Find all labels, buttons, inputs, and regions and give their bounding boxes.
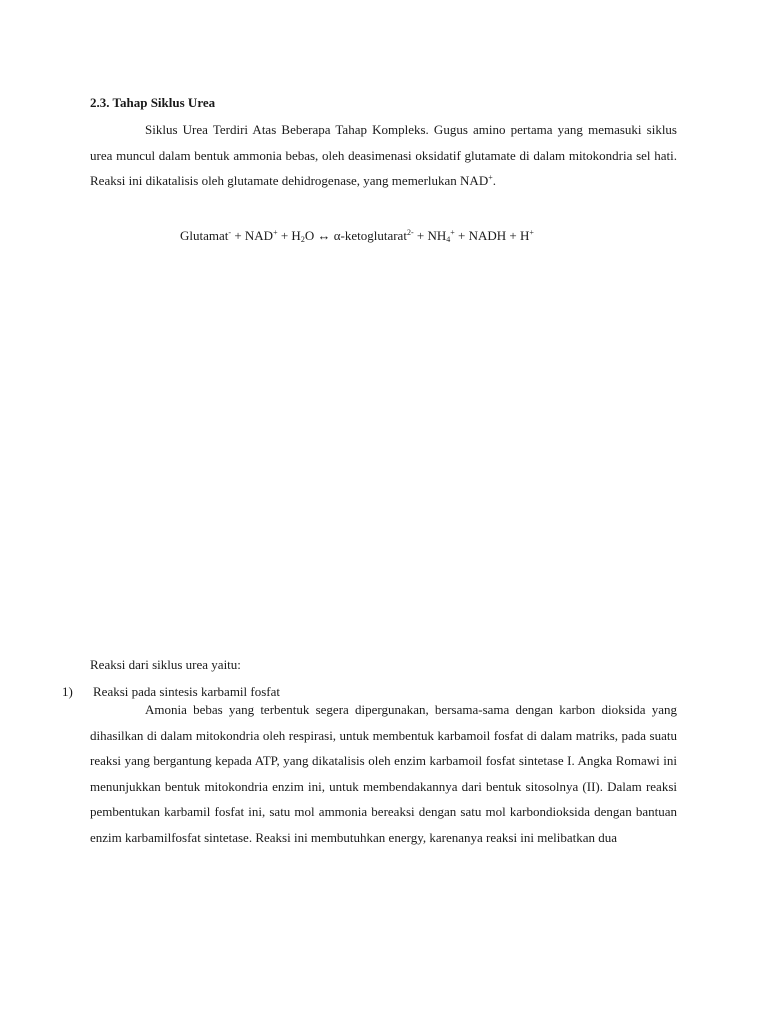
list-item-title: Reaksi pada sintesis karbamil fosfat	[93, 684, 281, 699]
eq-ketoglutarat-charge: 2-	[406, 228, 414, 237]
eq-water-subscript: 2	[300, 235, 305, 244]
eq-water-h: + H	[277, 228, 301, 243]
eq-glutamat-charge: -	[228, 228, 232, 237]
reaction-paragraph: Amonia bebas yang terbentuk segera dipergunakan, bersama-sama dengan karbon dioksida yang dihasilkan di dalam mitokondria oleh respirasi, untuk membentuk karbamoil fosfat di dalam matriks, pada suatu reaksi yang bergantung kepada ATP, yang dikatalisis oleh enzim karbamoil fosfat sintetase I. Angka Romawi ini menunjukkan bentuk mitokondria enzim ini, untuk membendakannya dari bentuk sitosolnya (II). Dalam reaksi pembentukan karbamil fosfat ini, satu mol ammonia bereaksi dengan satu mol karbondioksida dengan bantuan enzim karbamilfosfat sintetase. Reaksi ini membutuhkan energy, karenanya reaksi ini melibatkan dua	[90, 702, 677, 845]
eq-ammonium: + NH	[413, 228, 447, 243]
intro-paragraph-text: Siklus Urea Terdiri Atas Beberapa Tahap Kompleks. Gugus amino pertama yang memasuki siklus urea muncul dalam bentuk ammonia bebas, oleh deasimenasi oksidatif glutamate di dalam mitokondria sel hati. Reaksi ini dikatalisis oleh glutamate dehidrogenase, yang memerlukan NAD	[90, 122, 677, 188]
nad-charge: +	[488, 173, 493, 182]
section-heading: 2.3. Tahap Siklus Urea	[90, 95, 216, 110]
intro-paragraph	[90, 117, 677, 194]
glutamate-equation	[180, 226, 534, 246]
eq-nad: + NAD	[231, 228, 274, 243]
reactions-intro: Reaksi dari siklus urea yaitu:	[90, 657, 241, 672]
eq-nad-charge: +	[273, 228, 278, 237]
intro-paragraph-end: .	[492, 173, 496, 188]
eq-glutamat: Glutamat	[180, 228, 229, 243]
eq-ammonium-charge: +	[450, 228, 455, 237]
eq-h-charge: +	[529, 228, 534, 237]
eq-water-o-ketoglutarat: O ↔ α-ketoglutarat	[304, 228, 407, 243]
eq-nadh-h: + NADH + H	[454, 228, 530, 243]
list-item-number: 1)	[62, 684, 73, 699]
eq-ammonium-subscript: 4	[446, 235, 451, 244]
